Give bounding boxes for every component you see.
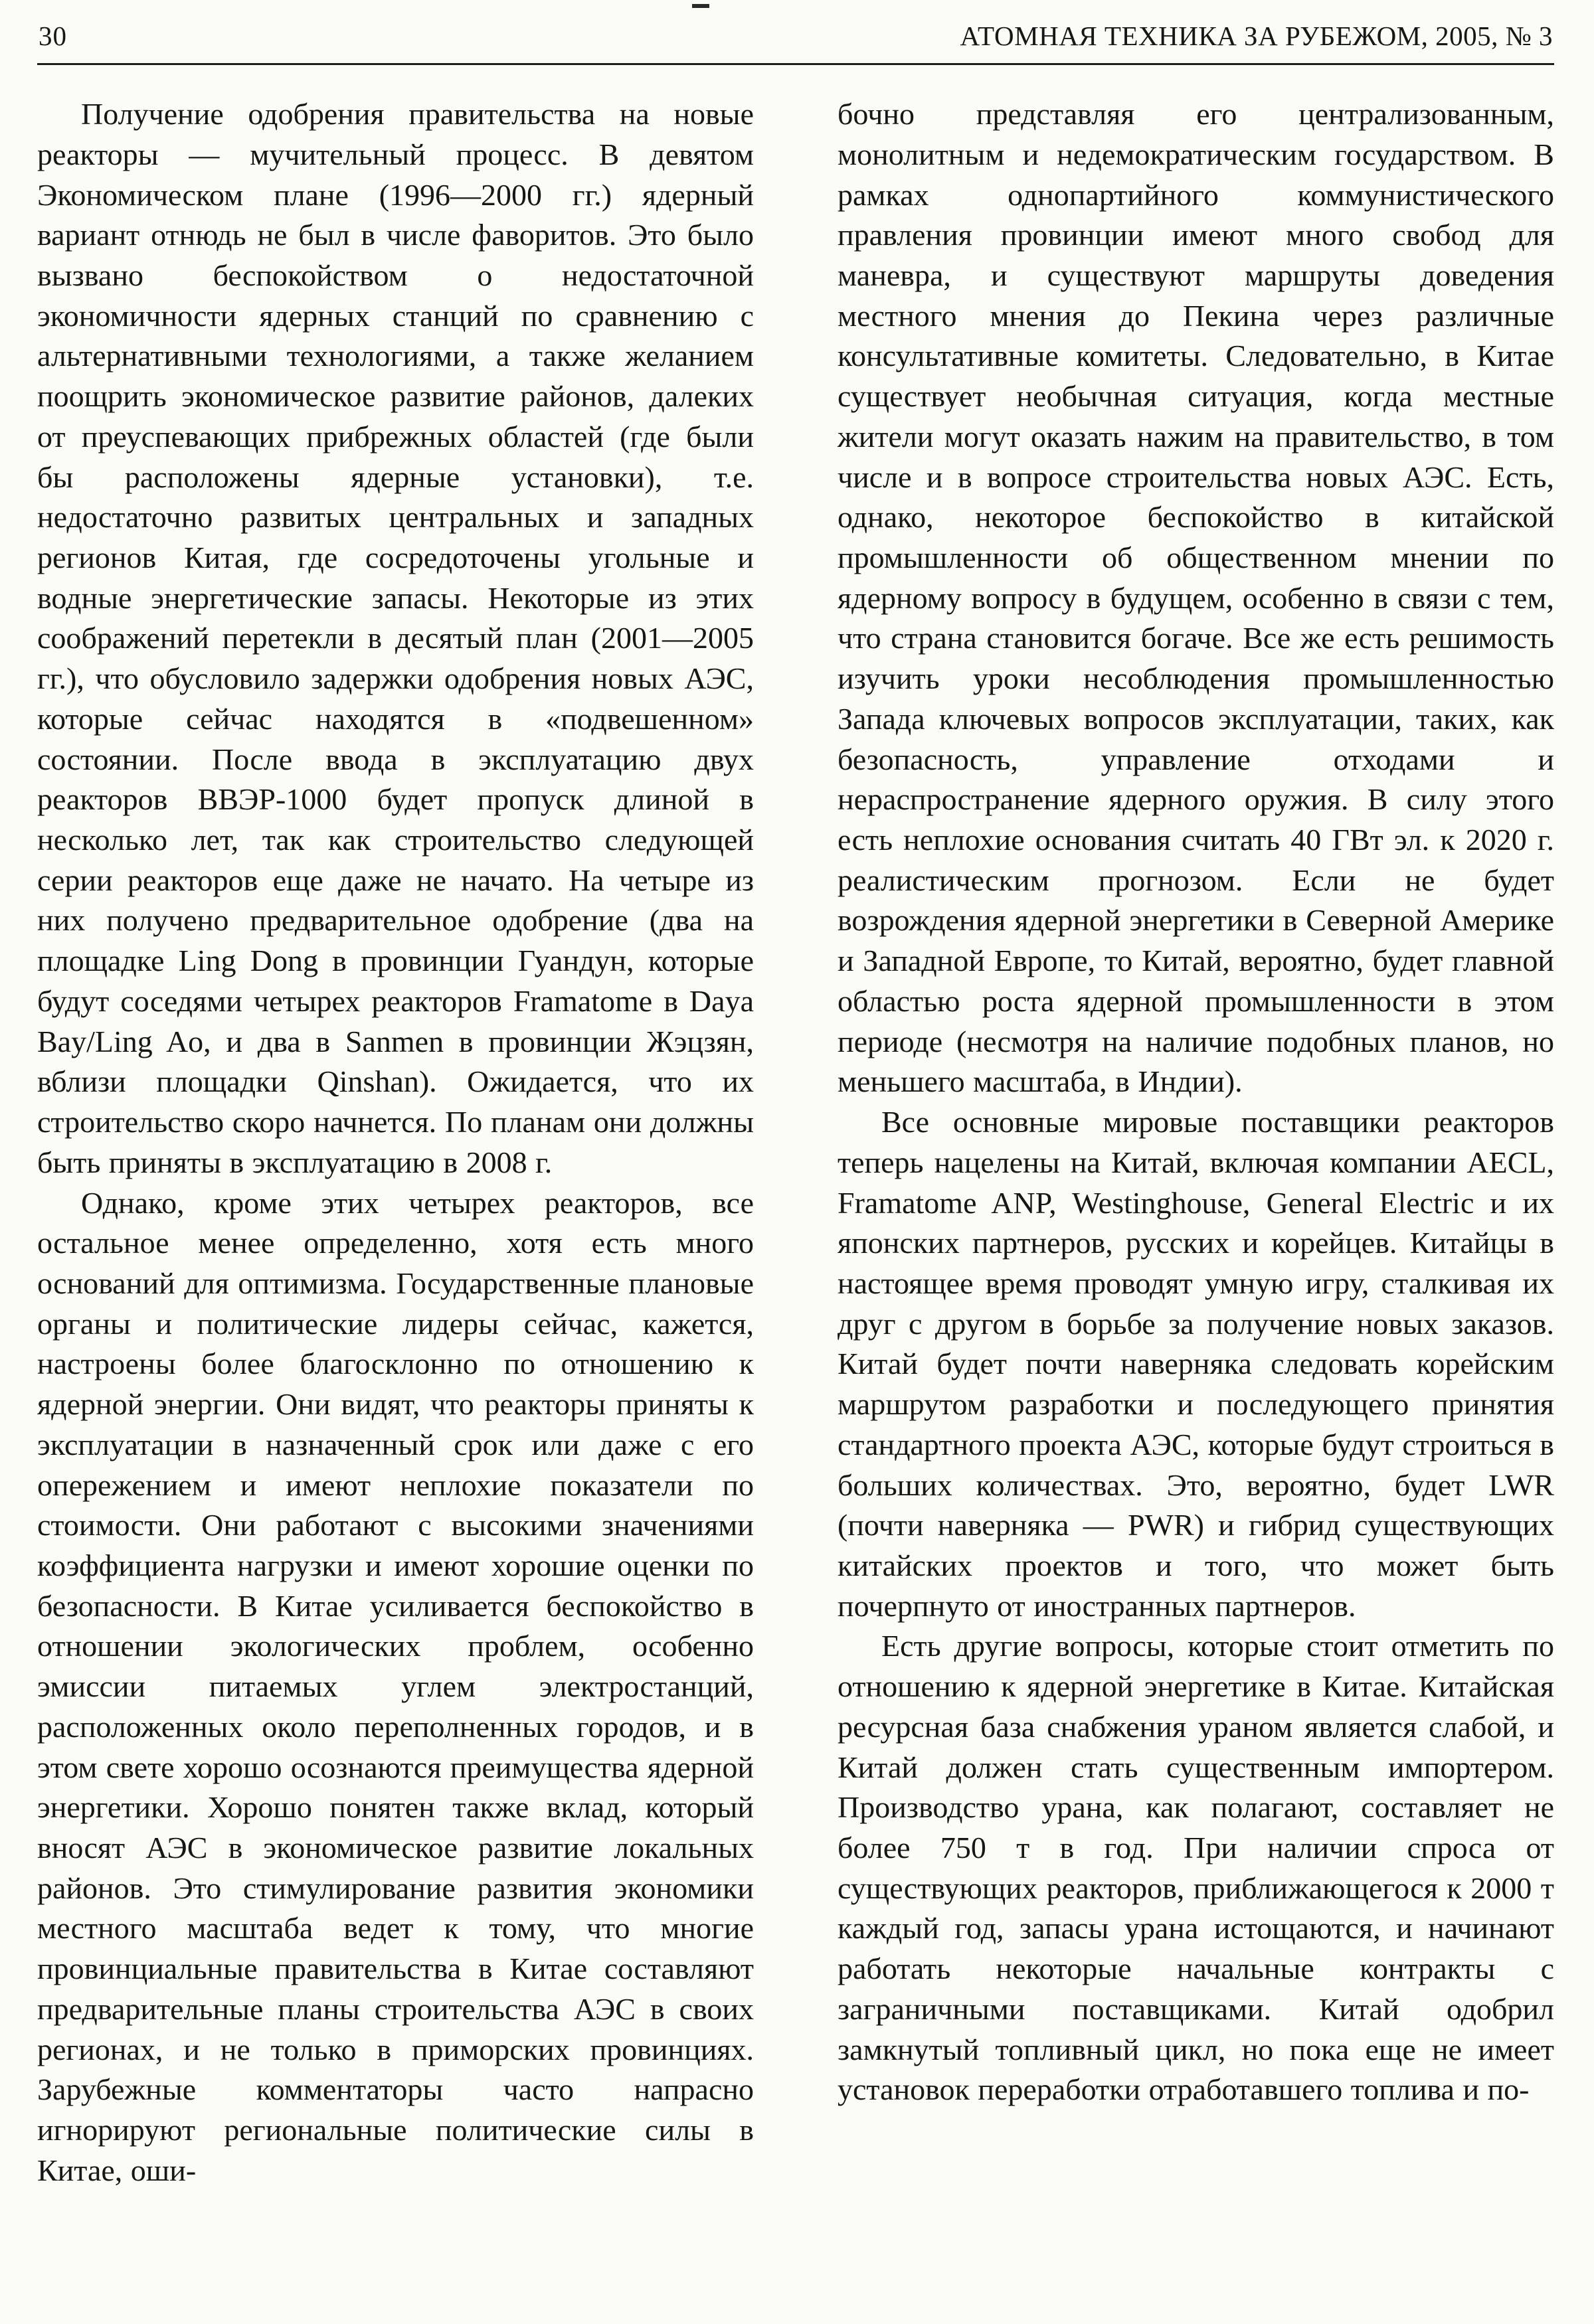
right-column bbox=[838, 94, 1554, 2191]
paragraph: Все основные мировые поставщики реакторов теперь нацелены на Китай, включая компании AECL, Framatome ANP, Westinghouse, General Electric и их японских партнеров, русских и корейцев. Китайцы в настоящее время проводят умную игру, сталкивая их друг с другом в борьбе за получение новых заказов. Китай будет почти наверняка следовать корейским маршрутом разработки и последующего принятия стандартного проекта АЭС, которые будут строиться в больших количествах. Это, вероятно, будет LWR (почти наверняка — PWR) и гибрид существующих китайских проектов и того, что может быть почерпнуто от иностранных партнеров. bbox=[838, 1105, 1554, 1623]
paragraph: Есть другие вопросы, которые стоит отметить по отношению к ядерной энергетике в Китае. Китайская ресурсная база снабжения ураном является слабой, и Китай должен стать существенным импортером. Производство урана, как полагают, составляет не более 750 т в год. При наличии спроса от существующих реакторов, приближающегося к 2000 т каждый год, запасы урана истощаются, и начинают работать некоторые начальные контракты с заграничными поставщиками. Китай одобрил замкнутый топливный цикл, но пока еще не имеет установок переработки отработавшего топлива и по- bbox=[838, 1629, 1554, 2107]
scan-artifact-mark bbox=[692, 4, 709, 8]
page-header bbox=[37, 12, 1554, 63]
left-column bbox=[37, 94, 754, 2191]
paragraph: Получение одобрения правительства на новые реакторы — мучительный процесс. В девятом Экономическом плане (1996—2000 гг.) ядерный вариант отнюдь не был в числе фаворитов. Это было вызвано беспокойством о недостаточной экономичности ядерных станций по сравнению с альтернативными технологиями, а также желанием поощрить экономическое развитие районов, далеких от преуспевающих прибрежных областей (где были бы расположены ядерные установки), т.е. недостаточно развитых центральных и западных регионов Китая, где сосредоточены угольные и водные энергетические запасы. Некоторые из этих соображений перетекли в десятый план (2001—2005 гг.), что обусловило задержки одобрения новых АЭС, которые сейчас находятся в «подвешенном» состоянии. После ввода в эксплуатацию двух реакторов ВВЭР-1000 будет пропуск длиной в несколько лет, так как строительство следующей серии реакторов еще даже не начато. На четыре из них получено предварительное одобрение (два на площадке Ling Dong в провинции Гуандун, которые будут соседями четырех реакторов Framatome в Daya Bay/Ling Ao, и два в Sanmen в провинции Жэцзян, вблизи площадки Qinshan). Ожидается, что их строительство скоро начнется. По планам они должны быть приняты в эксплуатацию в 2008 г. bbox=[37, 97, 754, 1179]
paragraph: Однако, кроме этих четырех реакторов, все остальное менее определенно, хотя есть много оснований для оптимизма. Государственные плановые органы и политические лидеры сейчас, кажется, настроены более благосклонно по отношению к ядерной энергии. Они видят, что реакторы приняты к эксплуатации в назначенный срок или даже с его опережением и имеют неплохие показатели по стоимости. Они работают с высокими значениями коэффициента нагрузки и имеют хорошие оценки по безопасности. В Китае усиливается беспокойство в отношении экологических проблем, особенно эмиссии питаемых углем электростанций, расположенных около переполненных городов, и в этом свете хорошо осознаются преимущества ядерной энергетики. Хорошо понятен также вклад, который вносят АЭС в экономическое развитие локальных районов. Это стимулирование развития экономики местного масштаба ведет к тому, что многие провинциальные правительства в Китае составляют предварительные планы строительства АЭС в своих регионах, и не только в приморских провинциях. Зарубежные комментаторы часто напрасно игнорируют региональные политические силы в Китае, оши- bbox=[37, 1185, 754, 2187]
journal-title: АТОМНАЯ ТЕХНИКА ЗА РУБЕЖОМ, 2005, № 3 bbox=[960, 21, 1553, 51]
page-number: 30 bbox=[39, 21, 67, 51]
article-body bbox=[37, 94, 1554, 2191]
header-rule bbox=[37, 63, 1554, 65]
paragraph: бочно представляя его централизованным, монолитным и недемократическим государством. В рамках однопартийного коммунистического правления провинции имеют много свобод для маневра, и существуют маршруты доведения местного мнения до Пекина через различные консультативные комитеты. Следовательно, в Китае существует необычная ситуация, когда местные жители могут оказать нажим на правительство, в том числе и в вопросе строительства новых АЭС. Есть, однако, некоторое беспокойство в китайской промышленности об общественном мнении по ядерному вопросу в будущем, особенно в связи с тем, что страна становится богаче. Все же есть решимость изучить уроки несоблюдения промышленностью Запада ключевых вопросов эксплуатации, таких, как безопасность, управление отходами и нераспространение ядерного оружия. В силу этого есть неплохие основания считать 40 ГВт эл. к 2020 г. реалистическим прогнозом. Если не будет возрождения ядерной энергетики в Северной Америке и Западной Европе, то Китай, вероятно, будет главной областью роста ядерной промышленности в этом периоде (несмотря на наличие подобных планов, но меньшего масштаба, в Индии). bbox=[838, 97, 1554, 1099]
